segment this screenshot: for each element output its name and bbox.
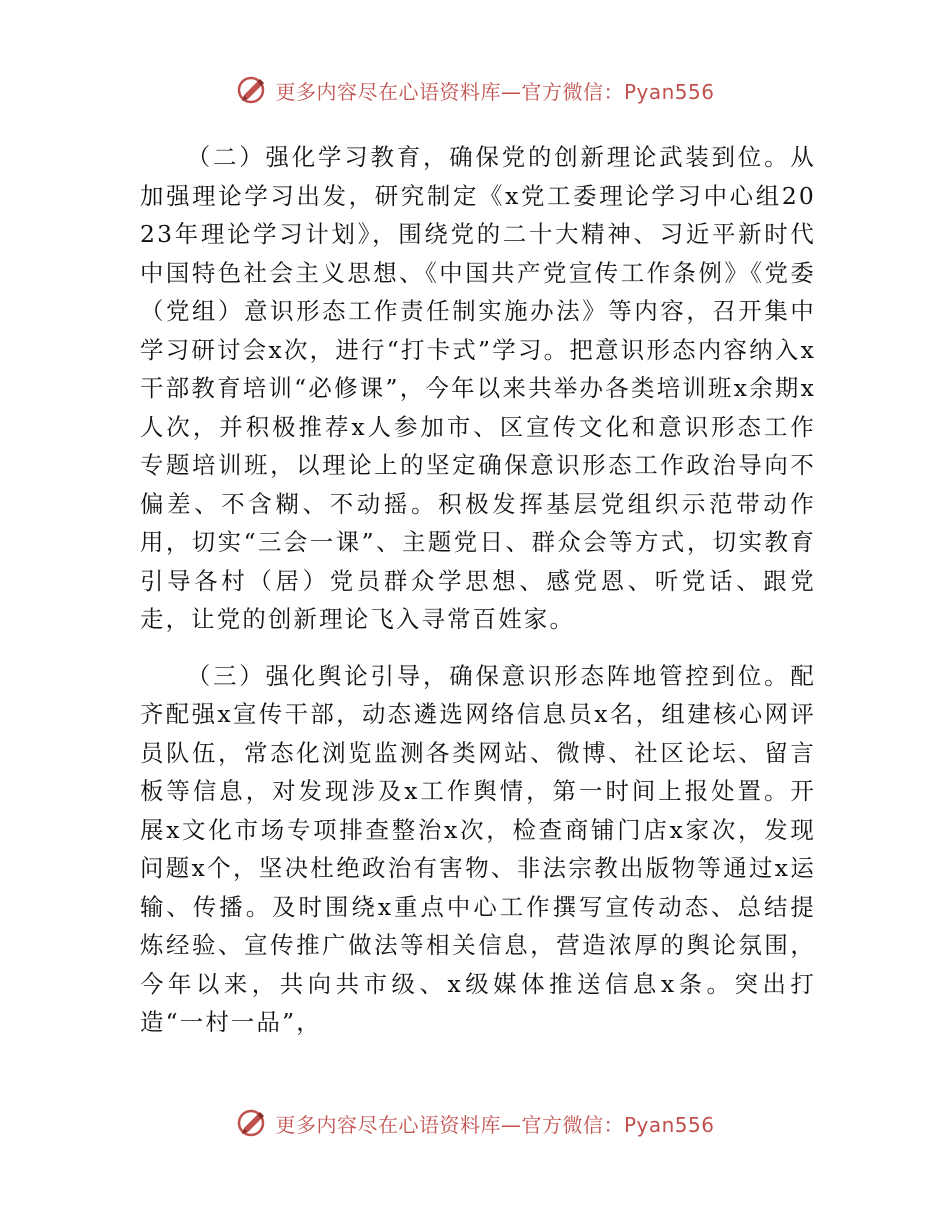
pen-logo-icon: [235, 73, 269, 107]
pen-logo-icon: [235, 1106, 269, 1140]
watermark-text: 更多内容尽在心语资料库—官方微信：Pyan556: [275, 1112, 715, 1137]
watermark-text: 更多内容尽在心语资料库—官方微信：Pyan556: [275, 79, 715, 104]
paragraph-education: （二）强化学习教育，确保党的创新理论武装到位。从加强理论学习出发，研究制定《x党工委理论学习中心组2023年理论学习计划》，围绕党的二十大精神、习近平新时代中国特色社会主义思想、《中国共产党宣传工作条例》《党委（党组）意识形态工作责任制实施办法》等内容，召开集中学习研讨会x次，进行“打卡式”学习。把意识形态内容纳入x干部教育培训“必修课”，今年以来共举办各类培训班x余期x人次，并积极推荐x人参加市、区宣传文化和意识形态工作专题培训班，以理论上的坚定确保意识形态工作政治导向不偏差、不含糊、不动摇。积极发挥基层党组织示范带动作用，切实“三会一课”、主题党日、群众会等方式，切实教育引导各村（居）党员群众学思想、感党恩、听党话、跟党走，让党的创新理论飞入寻常百姓家。: [140, 143, 816, 633]
footer-watermark: [0, 1103, 950, 1143]
header-watermark: [0, 70, 950, 110]
paragraph-public-opinion: （三）强化舆论引导，确保意识形态阵地管控到位。配齐配强x宣传干部，动态遴选网络信息员x名，组建核心网评员队伍，常态化浏览监测各类网站、微博、社区论坛、留言板等信息，对发现涉及x工作舆情，第一时间上报处置。开展x文化市场专项排查整治x次，检查商铺门店x家次，发现问题x个，坚决杜绝政治有害物、非法宗教出版物等通过x运输、传播。及时围绕x重点中心工作撰写宣传动态、总结提炼经验、宣传推广做法等相关信息，营造浓厚的舆论氛围，今年以来，共向共市级、x级媒体推送信息x条。突出打造“一村一品”，: [140, 661, 816, 1036]
document-body: [140, 138, 816, 1042]
